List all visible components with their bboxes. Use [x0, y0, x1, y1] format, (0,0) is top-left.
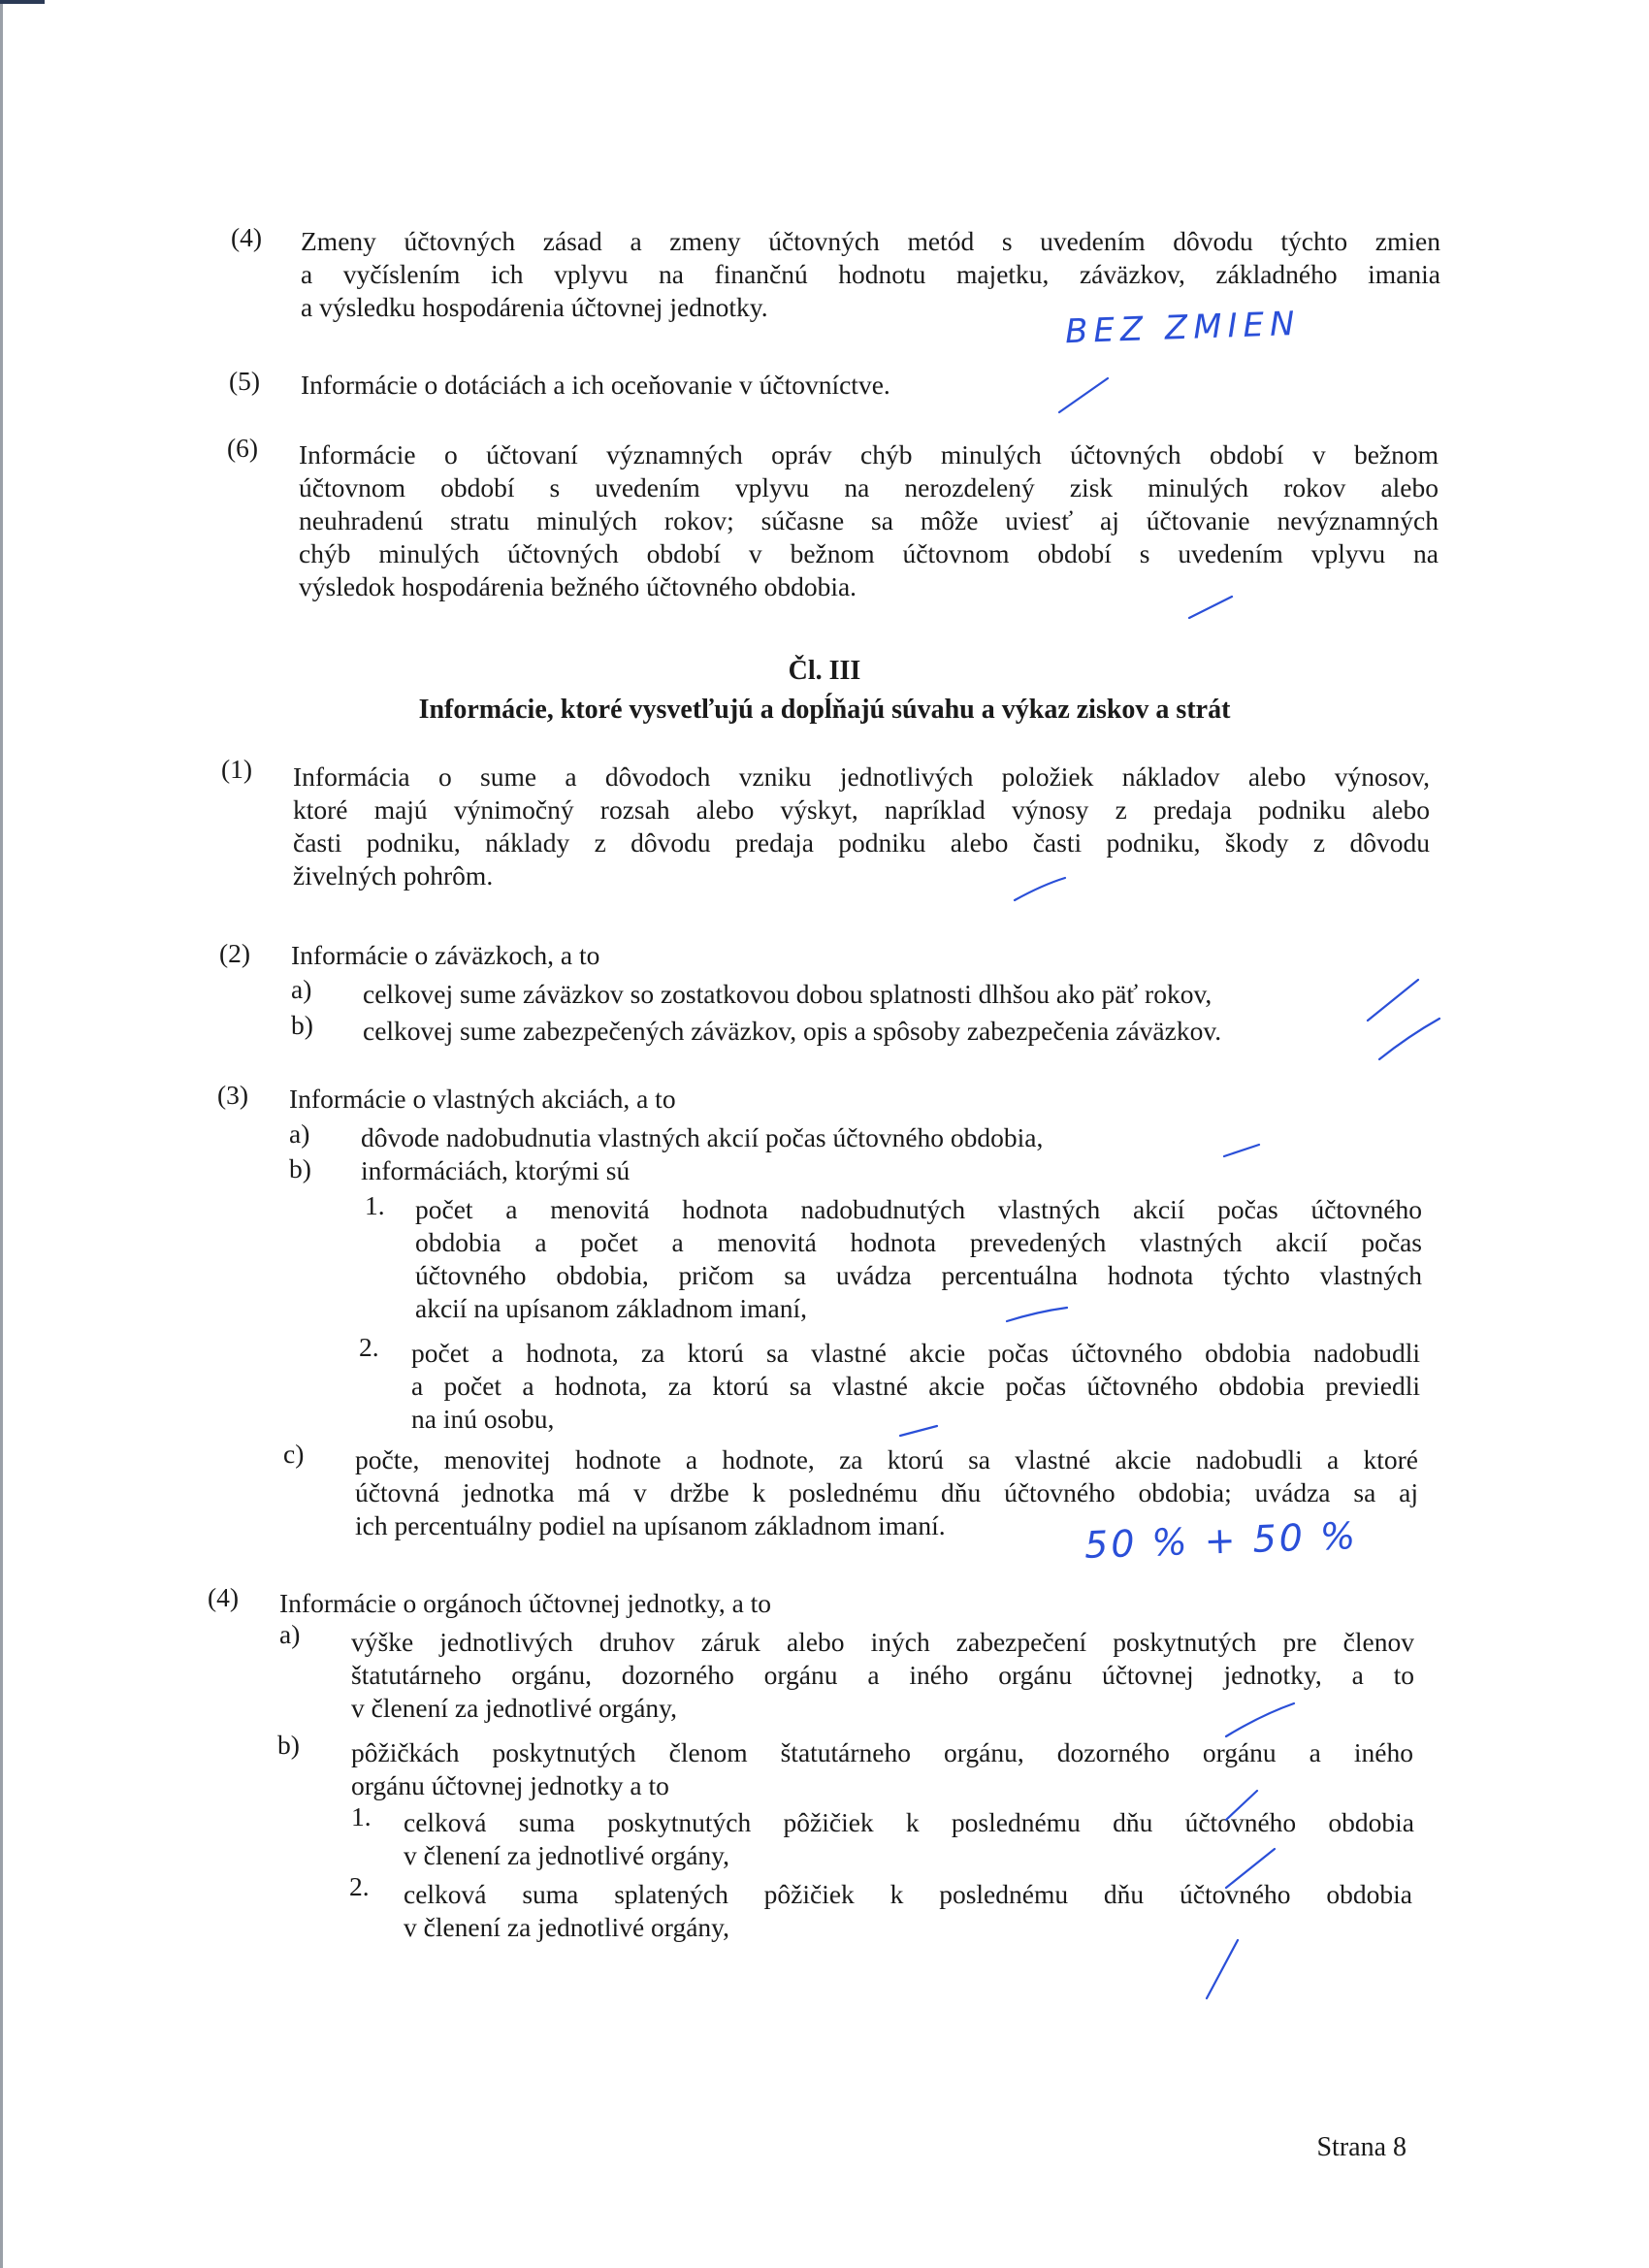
s2-b-text	[363, 1015, 1221, 1048]
check-mark	[1368, 980, 1418, 1021]
s3-b1-label: 1.	[365, 1190, 385, 1220]
s4-b-line: pôžičkách poskytnutých členom štatutárneho orgánu, dozorného orgánu a iného	[351, 1737, 1413, 1767]
s4-intro-line: Informácie o orgánoch účtovnej jednotky, a to	[279, 1588, 772, 1618]
page-number: Strana 8	[1316, 2132, 1406, 2162]
item-6-line: neuhradenú stratu minulých rokov; súčasne sa môže uviesť aj účtovanie nevýznamných	[299, 505, 1439, 535]
item-6-line: Informácie o účtovaní významných opráv chýb minulých účtovných období v bežnom	[299, 439, 1439, 470]
s4-b1-text	[404, 1806, 1414, 1872]
s1-line: ktoré majú výnimočný rozsah alebo výskyt, napríklad výnosy z predaja podniku alebo	[293, 794, 1430, 825]
s3-b-label: b)	[289, 1153, 311, 1183]
s3-a-line: dôvode nadobudnutia vlastných akcií počas účtovného obdobia,	[361, 1122, 1044, 1152]
s3-c-line: ich percentuálny podiel na upísanom základnom imaní.	[355, 1510, 946, 1540]
s3-a-text	[361, 1121, 1043, 1154]
scan-edge	[0, 0, 3, 2268]
s4-b1-label: 1.	[351, 1801, 372, 1831]
s2-intro	[291, 939, 599, 972]
s3-a-label: a)	[289, 1118, 310, 1149]
check-mark	[1207, 1940, 1238, 1998]
handwritten-note-percent: 50 % + 50 %	[1083, 1514, 1359, 1567]
s3-c-label: c)	[283, 1439, 305, 1469]
s1-line: časti podniku, náklady z dôvodu predaja podniku alebo časti podniku, škody z dôvodu	[293, 827, 1430, 858]
item-5-number: (5)	[229, 366, 261, 396]
s2-a-label: a)	[291, 974, 312, 1004]
s2-b-line: celkovej sume zabezpečených záväzkov, opis a spôsoby zabezpečenia záväzkov.	[363, 1016, 1222, 1046]
check-mark	[1059, 378, 1108, 412]
item-4-line: a vyčíslením ich vplyvu na finančnú hodnotu majetku, záväzkov, základného imania	[301, 259, 1440, 289]
s2-intro-line: Informácie o záväzkoch, a to	[291, 940, 600, 970]
s4-a-line: výške jednotlivých druhov záruk alebo iných zabezpečení poskytnutých pre členov	[351, 1627, 1414, 1657]
item-6-text	[299, 438, 1439, 603]
item-6-line: výsledok hospodárenia bežného účtovného obdobia.	[299, 571, 857, 601]
check-mark	[1224, 1145, 1259, 1156]
s4-b2-line: celková suma splatených pôžičiek k poslednému dňu účtovného obdobia	[404, 1879, 1412, 1909]
s3-b2-label: 2.	[359, 1332, 379, 1362]
item-4-number: (4)	[231, 222, 263, 252]
item-5-line: Informácie o dotáciách a ich oceňovanie v účtovníctve.	[301, 370, 890, 400]
s4-a-label: a)	[279, 1619, 301, 1649]
s3-c-line: účtovná jednotka má v držbe k poslednému dňu účtovného obdobia; uvádza sa aj	[355, 1477, 1418, 1507]
s1-number: (1)	[221, 754, 253, 784]
s3-b-text	[361, 1154, 630, 1187]
s3-b1-line: akcií na upísanom základnom imaní,	[415, 1293, 807, 1323]
handwritten-note-no-change: BEZ ZMIEN	[1064, 304, 1302, 352]
s3-b2-line: počet a hodnota, za ktorú sa vlastné akcie počas účtovného obdobia nadobudli	[411, 1338, 1420, 1368]
item-6-line: účtovnom období s uvedením vplyvu na nerozdelený zisk minulých rokov alebo	[299, 472, 1439, 502]
s3-b-line: informáciách, ktorými sú	[361, 1155, 630, 1185]
check-mark	[1379, 1019, 1439, 1059]
s4-a-line: v členení za jednotlivé orgány,	[351, 1693, 677, 1723]
s3-b2-text	[411, 1337, 1420, 1436]
s4-b1-line: celková suma poskytnutých pôžičiek k poslednému dňu účtovného obdobia	[404, 1807, 1414, 1837]
s1-line: živelných pohrôm.	[293, 860, 494, 891]
s2-a-text	[363, 978, 1212, 1011]
s4-b1-line: v členení za jednotlivé orgány,	[404, 1840, 729, 1870]
s2-a-line: celkovej sume záväzkov so zostatkovou dobou splatnosti dlhšou ako päť rokov,	[363, 979, 1212, 1009]
s4-b2-text	[404, 1878, 1412, 1944]
section-number: Čl. III	[788, 656, 861, 686]
section-title: Informácie, ktoré vysvetľujú a dopĺňajú súvahu a výkaz ziskov a strát	[418, 695, 1231, 725]
s2-number: (2)	[219, 938, 251, 968]
s3-b1-line: počet a menovitá hodnota nadobudnutých vlastných akcií počas účtovného	[415, 1194, 1422, 1224]
s4-number: (4)	[208, 1582, 240, 1612]
s3-number: (3)	[217, 1080, 249, 1110]
item-6-number: (6)	[227, 433, 259, 463]
s4-a-text	[351, 1626, 1414, 1725]
s2-b-label: b)	[291, 1010, 313, 1040]
item-4-line: Zmeny účtovných zásad a zmeny účtovných metód s uvedením dôvodu týchto zmien	[301, 226, 1440, 256]
item-4-line: a výsledku hospodárenia účtovnej jednotky.	[301, 292, 768, 322]
s4-a-line: štatutárneho orgánu, dozorného orgánu a iného orgánu účtovnej jednotky, a to	[351, 1660, 1414, 1690]
item-6-line: chýb minulých účtovných období v bežnom účtovnom období s uvedením vplyvu na	[299, 538, 1439, 568]
s4-b2-line: v členení za jednotlivé orgány,	[404, 1912, 729, 1942]
s4-b-label: b)	[277, 1730, 300, 1760]
s3-b1-line: obdobia a počet a menovitá hodnota prevedených vlastných akcií počas	[415, 1227, 1422, 1257]
s3-b1-text	[415, 1193, 1422, 1325]
s3-c-line: počte, menovitej hodnote a hodnote, za ktorú sa vlastné akcie nadobudli a ktoré	[355, 1444, 1418, 1474]
s1-text	[293, 761, 1430, 892]
s3-intro	[289, 1083, 676, 1116]
s4-b-line: orgánu účtovnej jednotky a to	[351, 1770, 669, 1800]
scan-corner-mark	[0, 0, 45, 4]
s4-b2-label: 2.	[349, 1871, 370, 1901]
s3-b1-line: účtovného obdobia, pričom sa uvádza percentuálna hodnota týchto vlastných	[415, 1260, 1422, 1290]
s3-b2-line: na inú osobu,	[411, 1404, 555, 1434]
s4-intro	[279, 1587, 771, 1620]
s3-intro-line: Informácie o vlastných akciách, a to	[289, 1084, 676, 1114]
s3-b2-line: a počet a hodnota, za ktorú sa vlastné akcie počas účtovného obdobia previedli	[411, 1371, 1420, 1401]
item-5-text	[301, 369, 890, 402]
s1-line: Informácia o sume a dôvodoch vzniku jednotlivých položiek nákladov alebo výnosov,	[293, 761, 1430, 792]
s4-b-text	[351, 1736, 1413, 1802]
